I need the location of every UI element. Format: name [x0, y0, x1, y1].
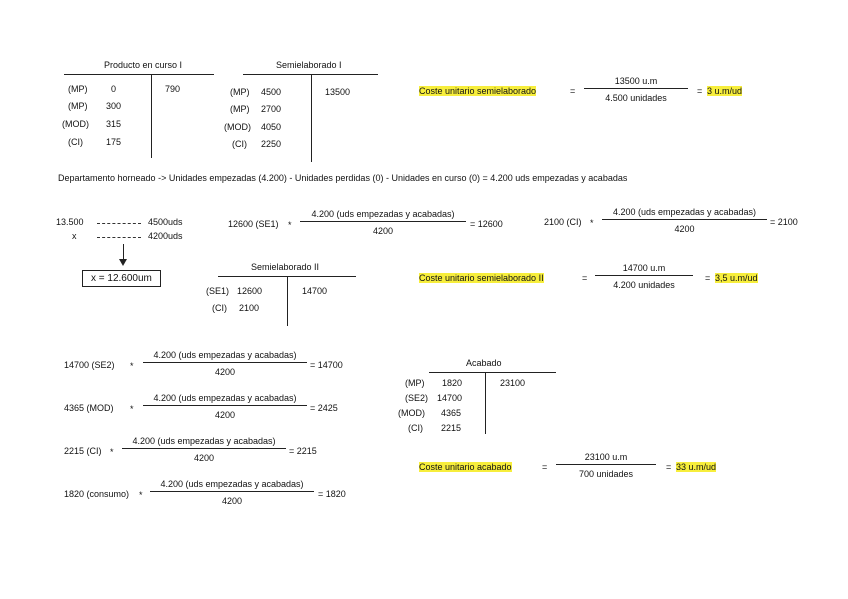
calc-consumo-den: 4200: [221, 496, 243, 506]
t1-debit-value: 0: [111, 84, 117, 94]
t3-credit-value: 14700: [302, 286, 328, 296]
t1-center-line: [151, 74, 152, 158]
t4-debit-label: (MOD): [398, 408, 425, 418]
unit-cost-1-label: Coste unitario semielaborado: [419, 86, 537, 96]
calc-mod-result: = 2425: [310, 403, 338, 413]
unit-cost-1-den: 4.500 unidades: [605, 93, 667, 103]
t2-center-line: [311, 74, 312, 162]
t4-debit-label: (SE2): [405, 393, 429, 403]
t2-debit-label: (CI): [232, 139, 247, 149]
t1-top-line: [64, 74, 214, 75]
t2-debit-label: (MP): [230, 104, 250, 114]
calc-se1-result: = 12600: [470, 219, 503, 229]
unit-cost-2-eq2: =: [705, 273, 711, 283]
unit-cost-2-eq: =: [582, 273, 588, 283]
unit-cost-1-eq: =: [570, 86, 576, 96]
t1-debit-value: 315: [106, 119, 122, 129]
unit-cost-3-eq: =: [542, 462, 548, 472]
t2-debit-label: (MOD): [224, 122, 251, 132]
t3-debit-label: (SE1): [206, 286, 230, 296]
unit-cost-3-num: 23100 u.m: [584, 452, 628, 462]
t1-debit-label: (MOD): [62, 119, 89, 129]
t1-debit-value: 300: [106, 101, 122, 111]
unit-cost-2-num: 14700 u.m: [622, 263, 666, 273]
rule3-result-box: x = 12.600um: [82, 270, 161, 287]
unit-cost-3-result: 33 u.m/ud: [676, 462, 717, 472]
unit-cost-3-fraction: [556, 452, 656, 479]
t1-debit-label: (MP): [68, 84, 88, 94]
calc-ci1-result: = 2100: [770, 217, 798, 227]
unit-cost-1-result: 3 u.m/ud: [707, 86, 743, 96]
t4-credit-value: 23100: [500, 378, 526, 388]
t4-debit-value: 2215: [441, 423, 462, 433]
calc-ci-den: 4200: [193, 453, 215, 463]
calc-ci-prefix: 2215 (CI): [64, 446, 102, 456]
calc-se1-fraction: [300, 209, 466, 236]
calc-mod-times: *: [130, 404, 134, 414]
unit-cost-2-den: 4.200 unidades: [613, 280, 675, 290]
t3-title: Semielaborado II: [251, 262, 320, 272]
calc-ci1-den: 4200: [674, 224, 695, 234]
unit-cost-3-label: Coste unitario acabado: [419, 462, 512, 472]
rule3-b2: 4200uds: [148, 231, 183, 241]
unit-cost-1-fraction: [584, 76, 688, 103]
unit-cost-2-fraction: [595, 263, 693, 290]
calc-se1-den: 4200: [372, 226, 394, 236]
calc-se2-prefix: 14700 (SE2): [64, 360, 115, 370]
t2-debit-value: 4050: [261, 122, 282, 132]
calc-se1-prefix: 12600 (SE1): [228, 219, 279, 229]
unit-cost-3-eq2: =: [666, 462, 672, 472]
rule3-arrow-shaft: [123, 244, 124, 259]
t2-title: Semielaborado I: [276, 60, 342, 70]
calc-ci1-times: *: [590, 218, 594, 228]
unit-cost-3-den: 700 unidades: [578, 469, 634, 479]
t2-debit-value: 2700: [261, 104, 282, 114]
rule3-b1: x: [72, 231, 77, 241]
calc-se1-num: 4.200 (uds empezadas y acabadas): [311, 209, 455, 219]
calc-se2-fraction: [143, 350, 307, 377]
calc-ci-times: *: [110, 447, 114, 457]
calc-ci-num: 4.200 (uds empezadas y acabadas): [132, 436, 276, 446]
t1-credit-value: 790: [165, 84, 181, 94]
calc-se2-times: *: [130, 361, 134, 371]
t1-debit-value: 175: [106, 137, 122, 147]
calc-mod-fraction: [143, 393, 307, 420]
t4-top-line: [429, 372, 556, 373]
calc-consumo-fraction: [150, 479, 314, 506]
t2-debit-value: 2250: [261, 139, 282, 149]
calc-se2-den: 4200: [214, 367, 236, 377]
calc-se1-times: *: [288, 220, 292, 230]
t1-title: Producto en curso I: [104, 60, 183, 70]
rule3-dash-1: [97, 223, 141, 224]
calc-ci1-prefix: 2100 (CI): [544, 217, 582, 227]
rule3-a2: 4500uds: [148, 217, 183, 227]
t4-debit-value: 4365: [441, 408, 462, 418]
t4-debit-value: 14700: [437, 393, 463, 403]
t2-credit-value: 13500: [325, 87, 351, 97]
t2-debit-value: 4500: [261, 87, 282, 97]
calc-mod-prefix: 4365 (MOD): [64, 403, 114, 413]
calc-consumo-prefix: 1820 (consumo): [64, 489, 130, 499]
rule3-a1: 13.500: [56, 217, 84, 227]
calc-ci-fraction: [122, 436, 286, 463]
t3-debit-label: (CI): [212, 303, 227, 313]
unit-cost-1-num: 13500 u.m: [614, 76, 658, 86]
t3-debit-value: 12600: [237, 286, 263, 296]
t1-debit-label: (MP): [68, 101, 88, 111]
t4-debit-value: 1820: [442, 378, 463, 388]
calc-se2-result: = 14700: [310, 360, 343, 370]
calc-mod-den: 4200: [214, 410, 236, 420]
calc-consumo-num: 4.200 (uds empezadas y acabadas): [160, 479, 304, 489]
t4-debit-label: (CI): [408, 423, 423, 433]
unit-cost-1-eq2: =: [697, 86, 703, 96]
calc-mod-num: 4.200 (uds empezadas y acabadas): [153, 393, 297, 403]
calc-ci1-fraction: [602, 207, 767, 234]
t4-center-line: [485, 372, 486, 434]
calc-se2-num: 4.200 (uds empezadas y acabadas): [153, 350, 297, 360]
calc-ci-result: = 2215: [289, 446, 317, 456]
unit-cost-2-label: Coste unitario semielaborado II: [419, 273, 544, 283]
rule3-arrow-icon: [119, 259, 127, 266]
t3-center-line: [287, 276, 288, 326]
unit-cost-2-result: 3,5 u.m/ud: [715, 273, 758, 283]
t2-debit-label: (MP): [230, 87, 250, 97]
calc-consumo-times: *: [139, 490, 143, 500]
t1-debit-label: (CI): [68, 137, 83, 147]
rule3-dash-2: [97, 237, 141, 238]
calc-consumo-result: = 1820: [318, 489, 346, 499]
department-line: Departamento horneado -> Unidades empezadas (4.200) - Unidades perdidas (0) - Unidades en curso (0) = 4.200 uds empezadas y acabadas: [58, 173, 628, 183]
t3-debit-value: 2100: [239, 303, 260, 313]
calc-ci1-num: 4.200 (uds empezadas y acabadas): [612, 207, 757, 217]
t4-title: Acabado: [466, 358, 502, 368]
t4-debit-label: (MP): [405, 378, 425, 388]
